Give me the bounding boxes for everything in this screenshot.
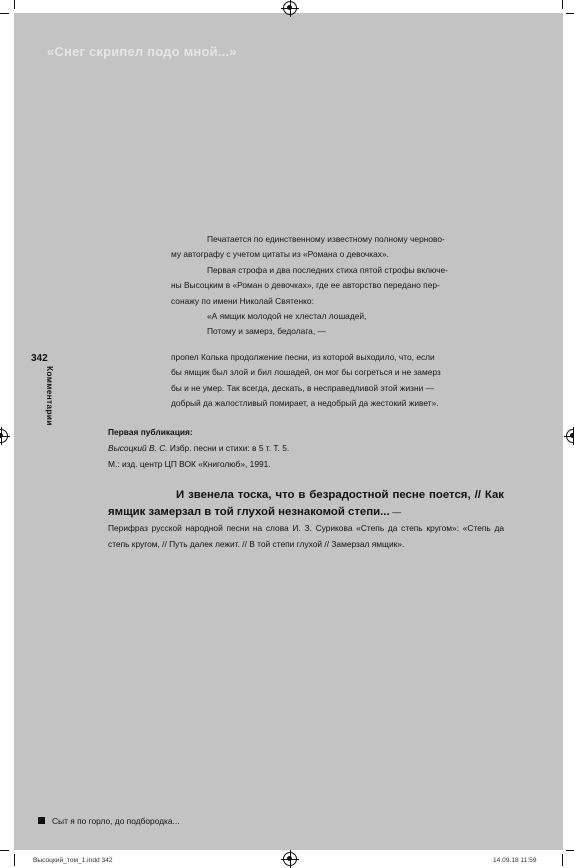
verse-line: Потому и замерз, бедолага, — (207, 326, 326, 337)
first-publication (108, 425, 289, 472)
commented-quote (108, 487, 504, 521)
footer-title-text: Сыт я по горло, до подбородка... (52, 816, 180, 826)
section-side-label: Комментарии (45, 366, 55, 426)
crop-mark-right-top (566, 13, 574, 14)
quote-dash: — (389, 507, 402, 517)
commentary-paragraph-2 (171, 350, 504, 412)
square-bullet-icon (38, 817, 45, 824)
crop-mark-bottom-left (14, 854, 15, 866)
running-head: «Снег скрипел подо мной...» (47, 44, 237, 59)
publication-title: Избр. песни и стихи: в 5 т. Т. 5. (167, 442, 290, 453)
page-number: 342 (31, 353, 48, 364)
publication-author: Высоцкий В. С. (108, 442, 168, 453)
text-line: му автографу с учетом цитаты из «Романа о девочках». (171, 249, 389, 260)
publication-line: М.: изд. центр ЦП ВОК «Книголюб», 1991. (108, 458, 271, 469)
publication-line (108, 441, 289, 457)
crop-mark-left-top (0, 13, 9, 14)
crop-mark-left-bottom (0, 850, 9, 851)
verse-line: «А ямщик молодой не хлестал лошадей, (207, 311, 367, 322)
text-line: бы ямщик был злой и бил лошадей, он мог бы согреться и не замерз (171, 367, 441, 378)
registration-mark-icon (283, 852, 297, 866)
quote-text: И звенела тоска, что в безрадостной песне поется, // Как ямщик замерзал в той глухой незнакомой степи... (108, 489, 504, 518)
text-line: сонажу по имени Николай Святенко: (171, 295, 314, 306)
commented-quote-block (108, 487, 504, 552)
registration-mark-icon (566, 429, 574, 443)
text-line: Первая строфа и два последних стиха пятой строфы включе- (207, 264, 448, 275)
text-line: пропел Колька продолжение песни, из которой выходило, что, если (171, 352, 435, 362)
registration-mark-icon (283, 1, 297, 15)
crop-mark-right-bottom (566, 850, 574, 851)
commentary-paragraph-1 (171, 232, 504, 340)
crop-mark-top-right (562, 0, 563, 9)
crop-mark-bottom-right (562, 854, 563, 866)
footer-song-title (38, 816, 180, 826)
text-line: Печатается по единственному известному полному черново- (207, 234, 445, 244)
slug-file-name: Высоцкий_том_1.indd 342 (33, 857, 113, 864)
text-line: ны Высоцким в «Роман о девочках», где ее авторство передано пер- (171, 280, 440, 291)
commented-note: Перифраз русской народной песни на слова И. З. Сурикова «Степь да степь кругом»: «Степь да степь кругом, // Путь далек лежит. // В той степи глухой // Замерзал ямщик». (108, 523, 504, 549)
slug-timestamp: 14.09.18 11:59 (493, 857, 537, 864)
text-line: бы и не умер. Так всегда, дескать, в несправедливой этой жизни — (171, 382, 434, 393)
first-publication-heading: Первая публикация: (108, 427, 193, 437)
crop-mark-top-left (14, 0, 15, 9)
registration-mark-icon (0, 429, 8, 443)
text-line: добрый да жалостливый помирает, а недобрый да жестокий живет». (171, 398, 439, 409)
